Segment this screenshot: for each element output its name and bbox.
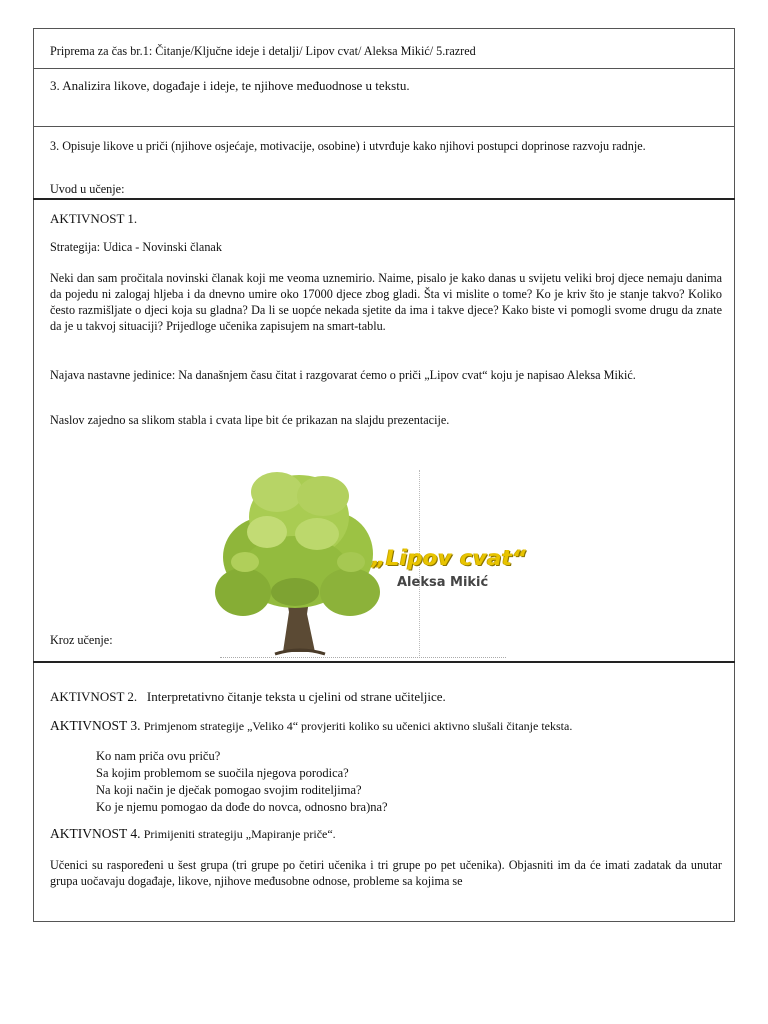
activity-1-paragraph: Neki dan sam pročitala novinski članak koji me veoma uznemirio. Naime, pisalo je kako danas u svijetu veliki broj djece nemaju danima da pojedu ni zalogaj hljeba i da dnevno umire oko 17000 djece zbog gladi. Šta vi mislite o tome? Ko je kriv što je stanje takvo? Koliko često razmišljate o djeci koja su gladna? Da li se uopće nekada sjetite da ima i takve djece? Kako biste vi pomogli svome drugu da znate da je u takvoj situaciji? Prijedloge učenika zapisujem na smart-tablu. <box>50 271 722 333</box>
activity-4-text: Primijeniti strategiju „Mapiranje priče“. <box>143 827 336 841</box>
list-item: Ko nam priča ovu priču? <box>96 749 221 763</box>
lesson-announcement: Najava nastavne jedinice: Na današnjem času čitat i razgovarat ćemo o priči „Lipov cvat“ koju je napisao Aleksa Mikić. <box>50 368 636 382</box>
activity-2-text: Interpretativno čitanje teksta u cjelini od strane učiteljice. <box>146 689 446 704</box>
questions-list <box>96 748 388 816</box>
activity-1-strategy: Strategija: Udica - Novinski članak <box>50 240 222 254</box>
story-title-art: „Lipov cvat“ <box>372 546 527 570</box>
activity-4 <box>50 826 722 842</box>
row-divider <box>33 198 735 200</box>
activity-1-heading: AKTIVNOST 1. <box>50 211 138 226</box>
document-header: Priprema za čas br.1: Čitanje/Ključne ideje i detalji/ Lipov cvat/ Aleksa Mikić/ 5.razred <box>50 44 476 58</box>
activity-3-heading: AKTIVNOST 3. <box>50 718 141 733</box>
list-item: Na koji način je dječak pomogao svojim roditeljima? <box>96 783 362 797</box>
activity-4-paragraph: Učenici su raspoređeni u šest grupa (tri grupe po četiri učenika i tri grupe po pet učenika). Objasniti im da će imati zadatak da unutar grupa uočavaju događaje, likove, njihove međusobne odnose, probleme sa kojima se <box>50 858 722 888</box>
through-learning-label: Kroz učenje: <box>50 633 113 647</box>
intro-label: Uvod u učenje: <box>50 182 125 196</box>
activity-3 <box>50 718 722 734</box>
tree-icon <box>215 472 380 654</box>
slide-note: Naslov zajedno sa slikom stabla i cvata lipe bit će prikazan na slajdu prezentacije. <box>50 413 450 427</box>
story-author-art: Aleksa Mikić <box>397 575 489 590</box>
list-item: Sa kojim problemom se suočila njegova porodica? <box>96 766 349 780</box>
list-item: Ko je njemu pomogao da dođe do novca, odnosno bra)na? <box>96 800 388 814</box>
outcome-indicator: 3. Opisuje likove u priči (njihove osjećaje, motivacije, osobine) i utvrđuje kako njihovi postupci doprinose razvoju radnje. <box>50 139 646 153</box>
activity-2-heading: AKTIVNOST 2. <box>50 689 138 704</box>
learning-outcome: 3. Analizira likove, događaje i ideje, te njihove međuodnose u tekstu. <box>50 78 410 93</box>
row-divider <box>33 68 735 69</box>
activity-4-heading: AKTIVNOST 4. <box>50 826 141 841</box>
row-divider <box>33 126 735 127</box>
activity-3-text: Primjenom strategije „Veliko 4“ provjeriti koliko su učenici aktivno slušali čitanje teksta. <box>143 719 573 733</box>
activity-2 <box>50 689 722 705</box>
